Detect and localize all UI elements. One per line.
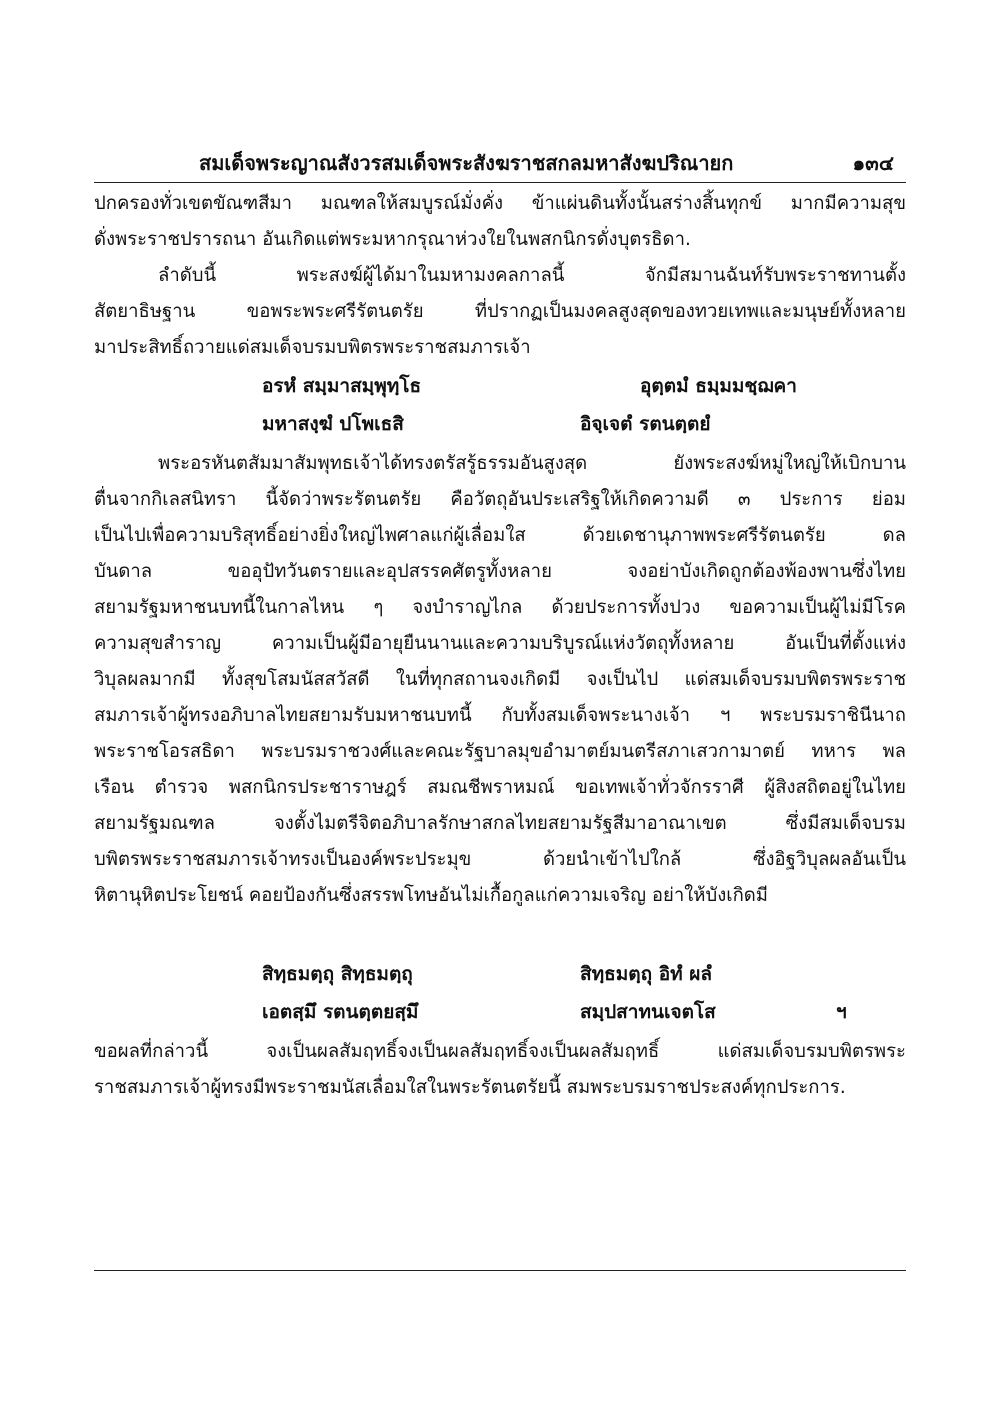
verse-line: อรหํ สมฺมาสมฺพุทฺโธ: [262, 375, 422, 397]
header-title: สมเด็จพระญาณสังวรสมเด็จพระสังฆราชสกลมหาสังฆปริณายก: [199, 151, 734, 175]
verse-line: อิจฺเจตํ รตนตฺตยํ: [580, 413, 711, 435]
paragraph-line: วิบุลผลมากมี ทั้งสุขโสมนัสสวัสดี ในที่ทุกสถานจงเกิดมี จงเป็นไป แด่สมเด็จบรมบพิตรพระราช: [94, 669, 906, 690]
paragraph-line: ปกครองทั่วเขตขัณฑสีมา มณฑลให้สมบูรณ์มั่งคั่ง ข้าแผ่นดินทั้งนั้นสร่างสิ้นทุกข์ มากมีความสุข: [94, 193, 906, 214]
paragraph-line: มาประสิทธิ์ถวายแด่สมเด็จบรมบพิตรพระราชสมภารเจ้า: [94, 337, 531, 358]
paragraph-line: ราชสมภารเจ้าผู้ทรงมีพระราชมนัสเลื่อมใสในพระรัตนตรัยนี้ สมพระบรมราชประสงค์ทุกประการ.: [94, 1077, 846, 1098]
paragraph-line: หิตานุหิตประโยชน์ คอยป้องกันซึ่งสรรพโทษอันไม่เกื้อกูลแก่ความเจริญ อย่าให้บังเกิดมี: [94, 885, 768, 906]
verse-line: มหาสงฺฆํ ปโพเธสิ: [262, 413, 404, 435]
page-number: ๑๓๔: [852, 151, 894, 175]
page-header: [94, 146, 906, 183]
footer-divider: [94, 1270, 906, 1271]
paragraph-line: ตื่นจากกิเลสนิทรา นี้จัดว่าพระรัตนตรัย คือวัตถุอันประเสริฐให้เกิดความดี ๓ ประการ ย่อม: [94, 489, 906, 510]
paragraph-line: สัตยาธิษฐาน ขอพระพระศรีรัตนตรัย ที่ปรากฏเป็นมงคลสูงสุดของทวยเทพและมนุษย์ทั้งหลาย: [94, 301, 906, 322]
paragraph-line: เรือน ตำรวจ พสกนิกรประชาราษฎร์ สมณชีพราหมณ์ ขอเทพเจ้าทั่วจักรราศี ผู้สิงสถิตอยู่ในไทย: [94, 777, 906, 798]
paragraph-line: เป็นไปเพื่อความบริสุทธิ์อย่างยิ่งใหญ่ไพศาลแก่ผู้เลื่อมใส ด้วยเดชานุภาพพระศรีรัตนตรัย ดล: [94, 525, 906, 546]
paragraph-line: ขอผลที่กล่าวนี้ จงเป็นผลสัมฤทธิ์จงเป็นผลสัมฤทธิ์จงเป็นผลสัมฤทธิ์ แด่สมเด็จบรมบพิตรพระ: [94, 1041, 906, 1062]
paragraph-line: สยามรัฐมณฑล จงตั้งไมตรีจิตอภิบาลรักษาสกลไทยสยามรัฐสีมาอาณาเขต ซึ่งมีสมเด็จบรม: [94, 813, 906, 834]
paragraph-line: สมภารเจ้าผู้ทรงอภิบาลไทยสยามรับมหาชนบทนี้ กับทั้งสมเด็จพระนางเจ้า ฯ พระบรมราชินีนาถ: [94, 705, 906, 726]
paragraph-line: ดั่งพระราชปรารถนา อันเกิดแต่พระมหากรุณาห่วงใยในพสกนิกรดั่งบุตรธิดา.: [94, 229, 691, 250]
verse-line: สิทฺธมตฺถุ อิทํ ผลํ: [580, 963, 713, 985]
paragraph-line: สยามรัฐมหาชนบทนี้ในกาลไหน ๆ จงบำราญไกล ด้วยประการทั้งปวง ขอความเป็นผู้ไม่มีโรค: [94, 597, 906, 618]
paragraph-line: บพิตรพระราชสมภารเจ้าทรงเป็นองค์พระประมุข ด้วยนำเข้าไปใกล้ ซึ่งอิฐวิบุลผลอันเป็น: [94, 849, 906, 870]
verse-line: เอตสฺมึ รตนตฺตยสฺมึ: [262, 1001, 419, 1023]
paragraph-line: พระอรหันตสัมมาสัมพุทธเจ้าได้ทรงตรัสรู้ธรรมอันสูงสุด ยังพระสงฆ์หมู่ใหญ่ให้เบิกบาน: [158, 453, 906, 474]
verse-end-mark: ฯ: [836, 1001, 847, 1023]
paragraph-line: บันดาล ขออุปัทวันตรายและอุปสรรคศัตรูทั้งหลาย จงอย่าบังเกิดถูกต้องพ้องพานซึ่งไทย: [94, 561, 906, 582]
verse-line: อุตฺตมํ ธมฺมมชฺฌคา: [640, 375, 797, 397]
verse-line: สิทฺธมตฺถุ สิทฺธมตฺถุ: [262, 963, 413, 985]
verse-line: สมฺปสาทนเจตโส: [580, 1001, 716, 1023]
paragraph-line: พระราชโอรสธิดา พระบรมราชวงศ์และคณะรัฐบาลมุขอำมาตย์มนตรีสภาเสวกามาตย์ ทหาร พล: [94, 741, 906, 762]
paragraph-line: ความสุขสำราญ ความเป็นผู้มีอายุยืนนานและความบริบูรณ์แห่งวัตถุทั้งหลาย อันเป็นที่ตั้งแห่ง: [94, 633, 906, 654]
paragraph-line: ลำดับนี้ พระสงฆ์ผู้ได้มาในมหามงคลกาลนี้ จักมีสมานฉันท์รับพระราชทานตั้ง: [158, 265, 906, 286]
